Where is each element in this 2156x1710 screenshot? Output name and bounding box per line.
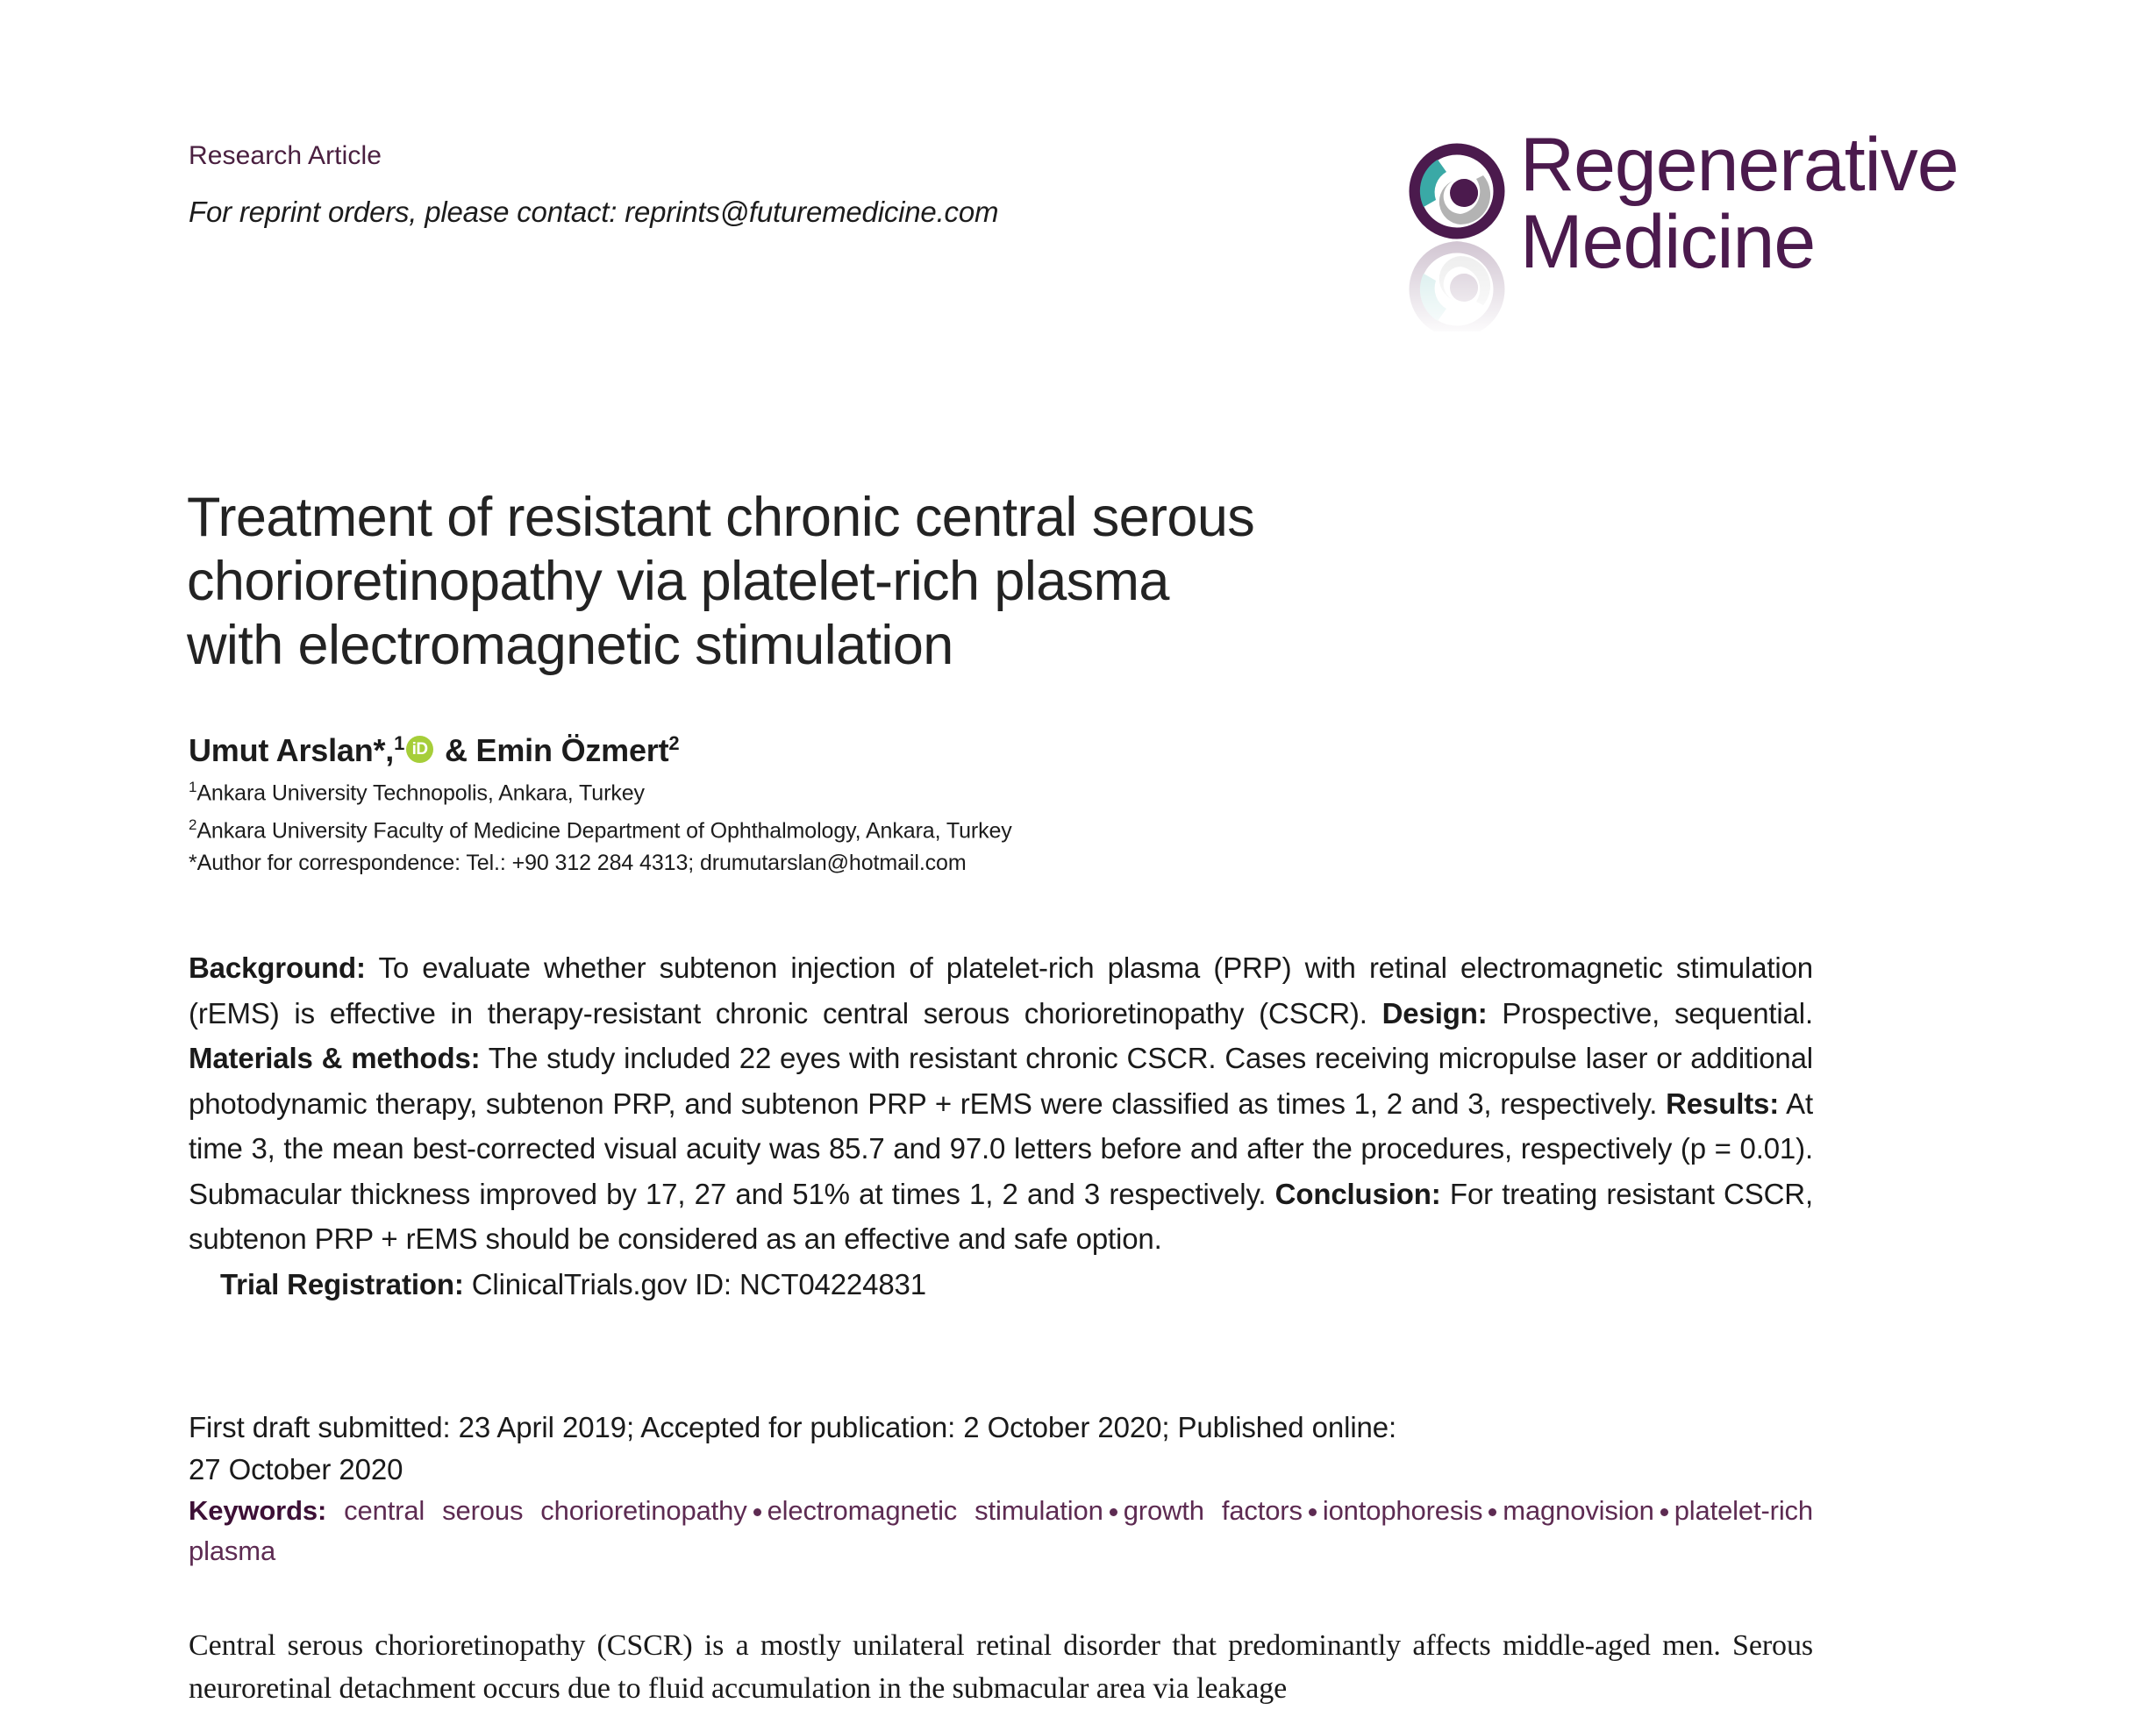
author-block <box>189 724 1592 878</box>
affiliation-2-marker: 2 <box>189 816 197 834</box>
keyword-separator-dot <box>1660 1508 1668 1516</box>
keyword-item[interactable]: electromagnetic stimulation <box>767 1495 1103 1526</box>
abstract-design-text: Prospective, sequential. <box>1487 996 1813 1030</box>
affiliation-1-marker: 1 <box>189 779 197 795</box>
affiliation-1 <box>189 773 1592 808</box>
page-title <box>187 486 1678 678</box>
title-line-3: with electromagnetic stimulation <box>187 615 953 677</box>
reprint-notice: For reprint orders, please contact: reprints@futuremedicine.com <box>189 196 999 228</box>
abstract-design-label: Design: <box>1381 996 1488 1030</box>
trial-registration-label: Trial Registration: <box>220 1267 464 1300</box>
keyword-separator-dot <box>753 1508 761 1516</box>
keyword-item[interactable]: platelet-rich plasma <box>189 1495 1813 1566</box>
title-line-1: Treatment of resistant chronic central serous <box>187 487 1255 549</box>
journal-title <box>1520 123 1959 284</box>
orcid-icon-label: iD <box>411 739 428 759</box>
page-header <box>189 123 2013 368</box>
title-line-2: chorioretinopathy via platelet-rich plasma <box>187 551 1169 613</box>
journal-logo <box>1408 123 2013 351</box>
article-type-label: Research Article <box>189 141 382 170</box>
abstract-methods-label: Materials & methods: <box>189 1042 481 1074</box>
keyword-separator-dot <box>1309 1508 1317 1516</box>
abstract-background-text: To evaluate whether subtenon injection of platelet-rich plasma (PRP) with retinal electromagnetic stimulation (rEMS) is effective in therapy-resistant chronic central serous chorioretinopathy (CSCR). <box>189 951 1813 1030</box>
keyword-item[interactable]: growth factors <box>1123 1495 1303 1526</box>
keywords-list <box>189 1495 1813 1566</box>
keyword-separator-dot <box>1488 1508 1496 1516</box>
correspondence-line: *Author for correspondence: Tel.: +90 312 284 4313; drumutarslan@hotmail.com <box>189 850 967 875</box>
abstract-background-label: Background: <box>189 951 366 984</box>
spiral-logo-icon <box>1408 139 1531 331</box>
trial-registration-id: ClinicalTrials.gov ID: NCT04224831 <box>463 1267 926 1300</box>
affiliation-1-text: Ankara University Technopolis, Ankara, Turkey <box>196 780 645 806</box>
journal-title-line1: Regenerative <box>1520 123 1959 207</box>
header-left-block <box>189 140 1329 230</box>
abstract-results-label: Results: <box>1666 1087 1780 1120</box>
abstract-results-text: At time 3, the mean best-corrected visual acuity was 85.7 and 97.0 letters before and after the procedures, respectively (p = 0.01). Submacular thickness improved by 17, 27 and 51% at times 1, 2 and 3 respectively. <box>189 1087 1814 1210</box>
affiliation-2-text: Ankara University Faculty of Medicine Department of Ophthalmology, Ankara, Turkey <box>196 818 1012 844</box>
keywords-block <box>189 1491 1813 1571</box>
keyword-item[interactable]: iontophoresis <box>1322 1495 1483 1526</box>
publication-dates <box>189 1407 1724 1491</box>
abstract-conclusion-label: Conclusion: <box>1274 1177 1441 1210</box>
body-paragraph-1-line-1: Central serous chorioretinopathy (CSCR) is a mostly unilateral retinal disorder that predominantly affects middle- <box>189 1629 1596 1662</box>
keyword-separator-dot <box>1110 1508 1117 1516</box>
abstract-methods-text: The study included 22 eyes with resistant chronic CSCR. Cases receiving micropulse laser or additional photodynamic therapy, subtenon PRP, and subtenon PRP + rEMS were classified as times 1, 2 and 3, respectively. <box>189 1042 1813 1120</box>
publication-dates-line-2: 27 October 2020 <box>189 1453 403 1486</box>
orcid-icon[interactable] <box>406 736 433 763</box>
keyword-item[interactable]: central serous chorioretinopathy <box>344 1495 747 1526</box>
publication-dates-line-1: First draft submitted: 23 April 2019; Accepted for publication: 2 October 2020; Published online: <box>189 1411 1397 1443</box>
keyword-item[interactable]: magnovision <box>1503 1495 1654 1526</box>
journal-title-line2: Medicine <box>1520 200 1816 284</box>
affiliation-2 <box>189 810 1592 845</box>
trial-registration-line <box>189 1262 1813 1307</box>
author-byline <box>189 724 1592 770</box>
keywords-label: Keywords: <box>189 1495 327 1526</box>
body-paragraph-1 <box>189 1624 1813 1710</box>
author-affil-ref-2: 2 <box>668 732 680 754</box>
author-name-1: Umut Arslan*, <box>189 732 395 768</box>
author-name-2: & Emin Özmert <box>436 732 669 768</box>
body-paragraph-1-line-2: aged men. Serous neuroretinal detachment occurs due to fluid accumulation in the submacular area via leakage <box>189 1629 1813 1705</box>
abstract-conclusion-text: For treating resistant CSCR, subtenon PRP + rEMS should be considered as an effective and safe option. <box>189 1177 1813 1255</box>
abstract-block <box>189 945 1813 1307</box>
author-affil-ref-1: 1 <box>394 732 405 754</box>
